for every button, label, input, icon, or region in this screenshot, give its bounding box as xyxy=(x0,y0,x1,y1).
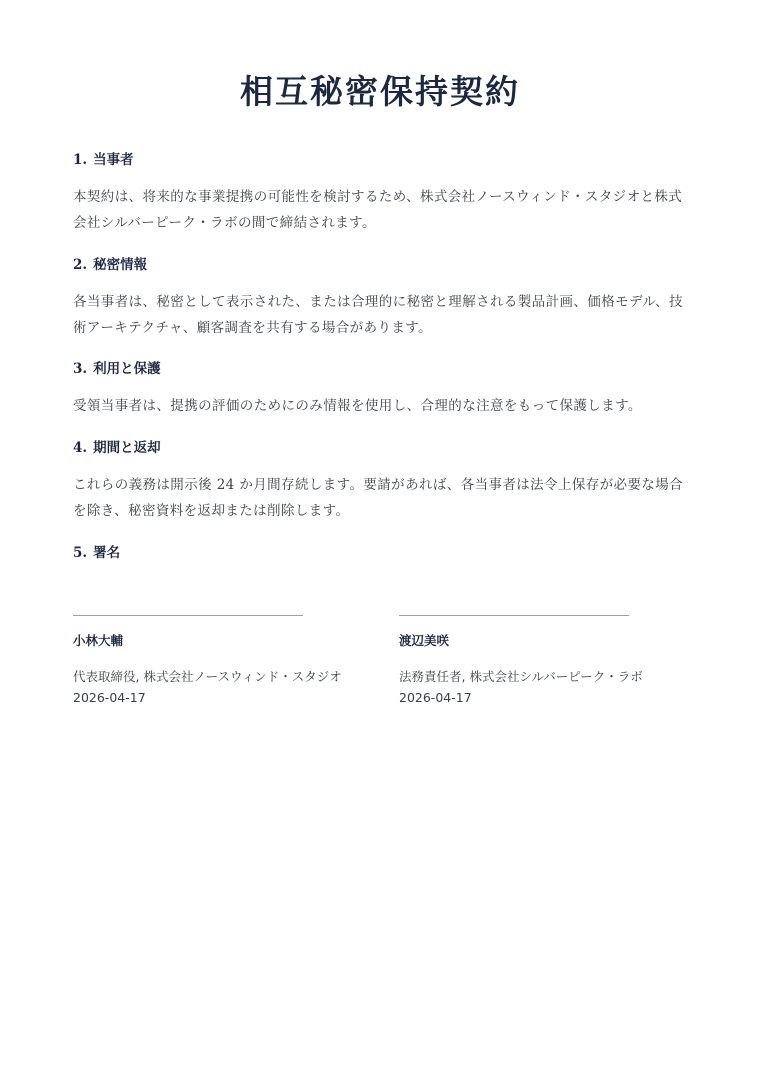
section-heading xyxy=(73,150,693,170)
signatory-role: 法務責任者, 株式会社シルバーピーク・ラボ xyxy=(399,669,643,684)
section-title: 利用と保護 xyxy=(93,361,161,377)
section-number: 1. xyxy=(73,152,88,168)
section-use-protection xyxy=(73,359,693,419)
signature-date: 2026-04-17 xyxy=(399,690,472,705)
section-number: 5. xyxy=(73,545,88,561)
section-term-return xyxy=(73,438,693,524)
signature-block-silverpeak xyxy=(399,615,699,708)
section-body: 本契約は、将来的な事業提携の可能性を検討するため、株式会社ノースウィンド・スタジオと株式会社シルバーピーク・ラボの間で締結されます。 xyxy=(73,189,683,231)
signature-line xyxy=(399,615,629,616)
section-number: 4. xyxy=(73,440,88,456)
section-title: 当事者 xyxy=(93,152,134,168)
section-confidential-info xyxy=(73,255,693,341)
section-parties xyxy=(73,150,693,236)
signature-block-northwind xyxy=(73,615,373,708)
section-body: これらの義務は開示後 24 か月間存続します。要請があれば、各当事者は法令上保存が必要な場合を除き、秘密資料を返却または削除します。 xyxy=(73,477,684,519)
document-title: 相互秘密保持契約 xyxy=(240,72,520,111)
section-title: 期間と返却 xyxy=(93,440,161,456)
section-body: 各当事者は、秘密として表示された、または合理的に秘密と理解される製品計画、価格モデル、技術アーキテクチャ、顧客調査を共有する場合があります。 xyxy=(73,294,683,336)
section-signatures xyxy=(73,543,693,563)
section-heading xyxy=(73,359,693,379)
section-title: 署名 xyxy=(93,545,121,561)
section-number: 3. xyxy=(73,361,88,377)
signature-date: 2026-04-17 xyxy=(73,690,146,705)
signatory-name: 渡辺美咲 xyxy=(399,633,450,648)
section-number: 2. xyxy=(73,257,88,273)
section-title: 秘密情報 xyxy=(93,257,148,273)
section-body: 受領当事者は、提携の評価のためにのみ情報を使用し、合理的な注意をもって保護します。 xyxy=(73,398,642,414)
signatory-role: 代表取締役, 株式会社ノースウィンド・スタジオ xyxy=(73,669,342,684)
section-heading xyxy=(73,438,693,458)
section-heading xyxy=(73,543,693,563)
signature-line xyxy=(73,615,303,616)
section-heading xyxy=(73,255,693,275)
signatory-name: 小林大輔 xyxy=(73,633,124,648)
